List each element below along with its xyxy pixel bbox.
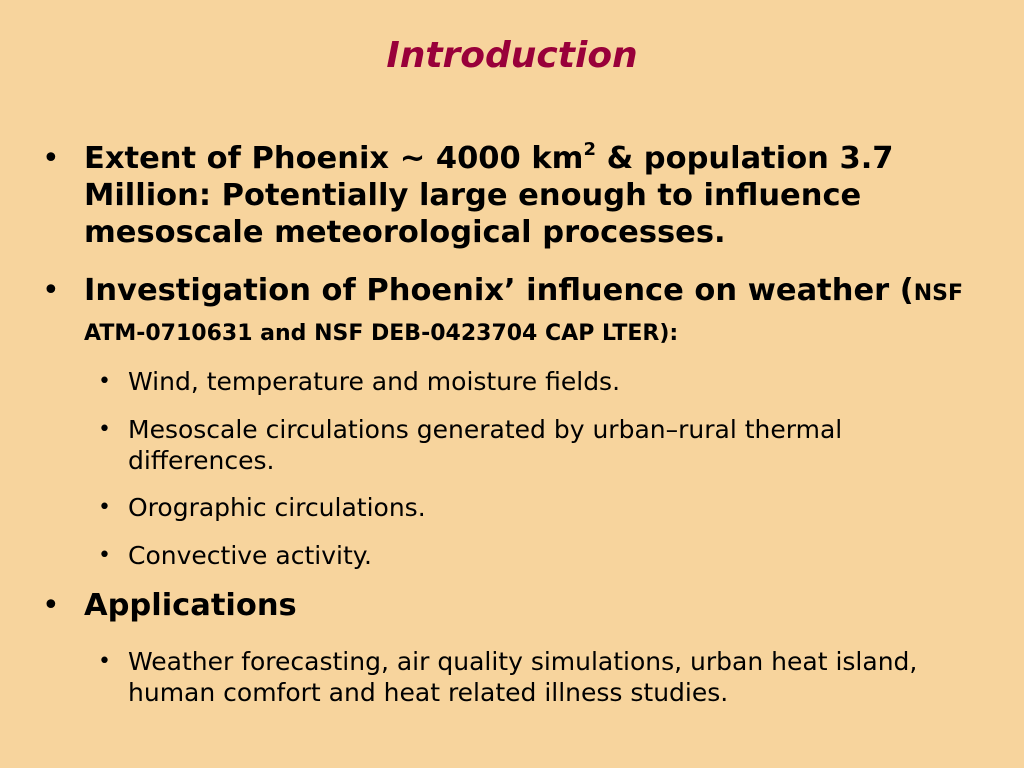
bullet-applications: [42, 587, 1004, 624]
bullet-dot-icon: •: [42, 273, 60, 308]
subitem-text: Convective activity.: [128, 541, 372, 570]
bullet-investigation-grants: NSF ATM-0710631 and NSF DEB-0423704 CAP LTER):: [84, 281, 964, 346]
bullet-extent: [42, 138, 1004, 251]
sub-bullet-dot-icon: •: [98, 417, 111, 442]
subitem-orographic: [98, 492, 968, 523]
sub-bullet-dot-icon: •: [98, 495, 111, 520]
sub-bullet-dot-icon: •: [98, 543, 111, 568]
subitem-text: Mesoscale circulations generated by urban–rural thermal differences.: [128, 415, 843, 475]
sub-bullet-dot-icon: •: [98, 369, 111, 394]
bullet-dot-icon: •: [42, 141, 60, 176]
subitem-weather-forecasting: [98, 646, 968, 708]
bullet-investigation: [42, 272, 1004, 352]
slide-title: Introduction: [386, 35, 638, 76]
bullet-applications-text: Applications: [84, 588, 297, 623]
subitem-text: Wind, temperature and moisture fields.: [128, 367, 621, 396]
subitem-mesoscale: [98, 414, 968, 476]
subitem-convective: [98, 540, 968, 571]
superscript-two: 2: [583, 138, 596, 160]
subitem-text: Weather forecasting, air quality simulations, urban heat island, human comfort and heat related illness studies.: [128, 647, 918, 707]
bullet-extent-text-b: & population 3.7 Million: Potentially large enough to influence mesoscale meteorological processes.: [84, 141, 894, 250]
sub-bullet-dot-icon: •: [98, 649, 111, 674]
bullet-investigation-text: Investigation of Phoenix’ influence on weather (: [84, 273, 914, 308]
subitem-text: Orographic circulations.: [128, 493, 426, 522]
bullet-extent-text-a: Extent of Phoenix ~ 4000 km: [84, 141, 584, 176]
subitem-wind: [98, 366, 968, 397]
bullet-dot-icon: •: [42, 588, 60, 623]
